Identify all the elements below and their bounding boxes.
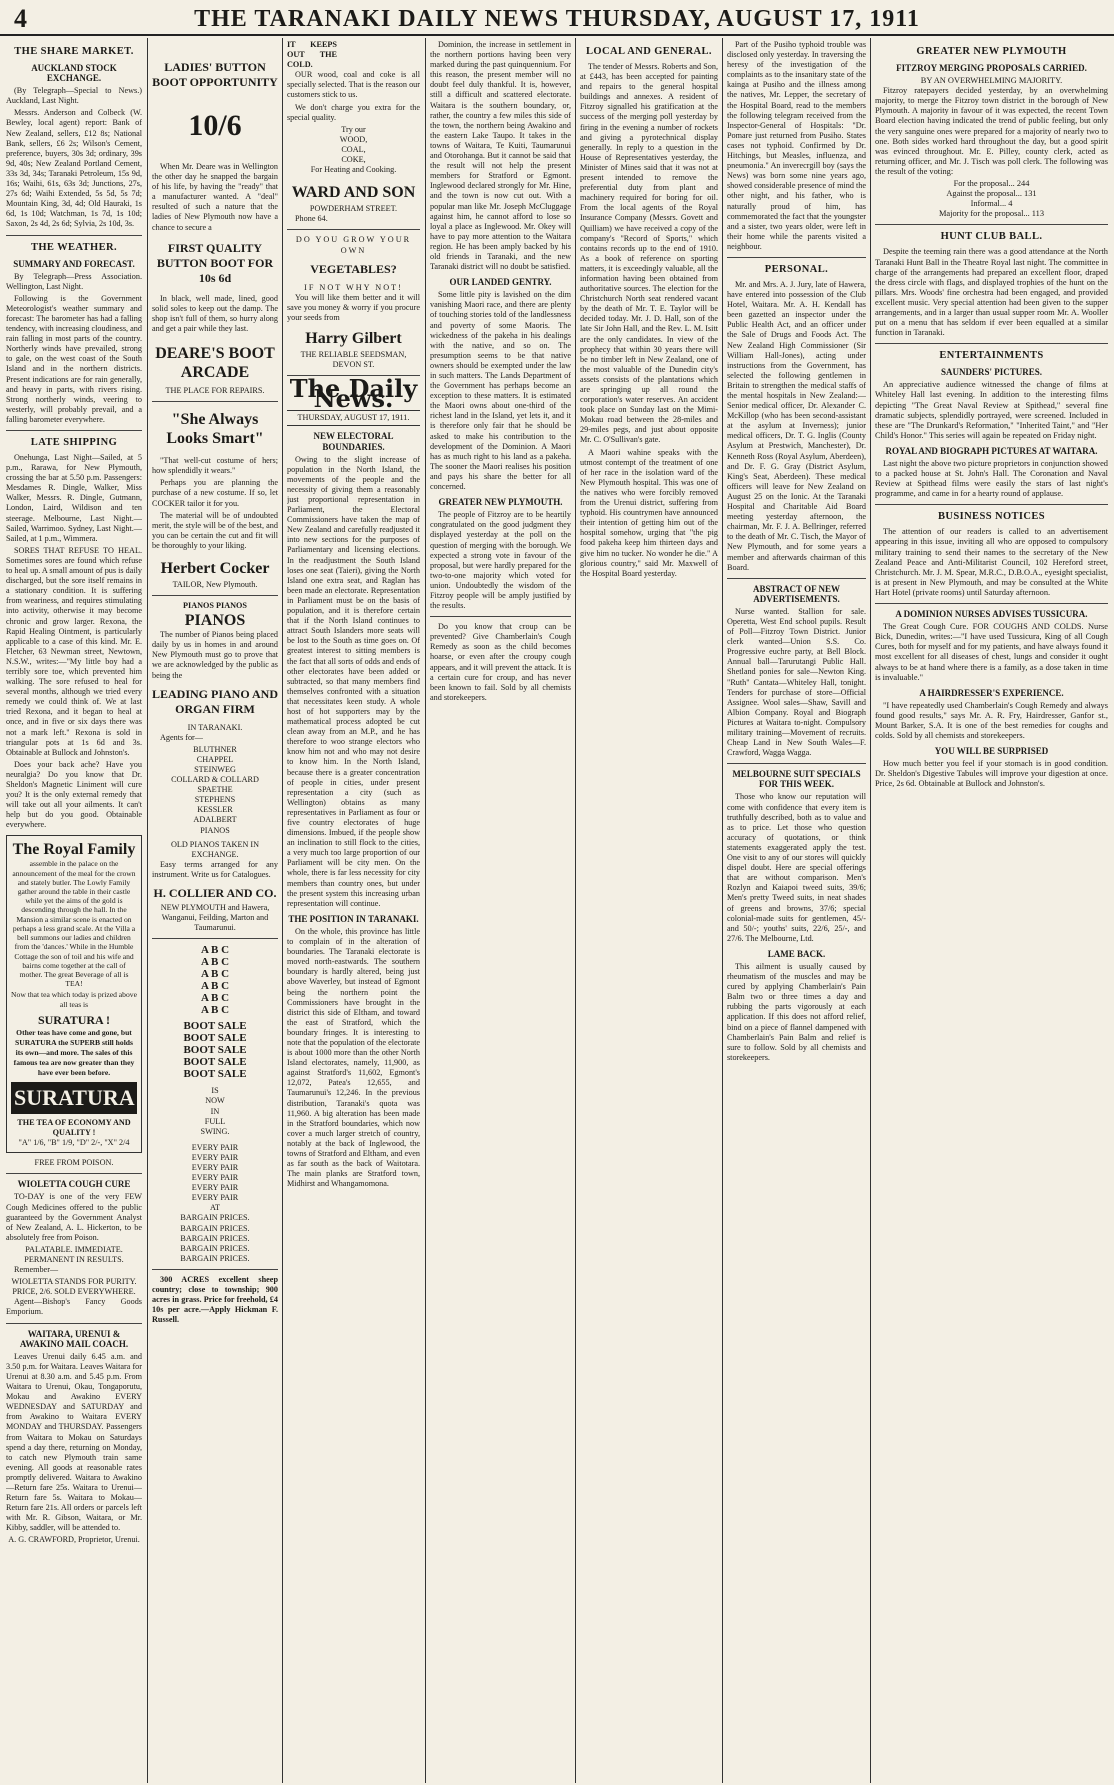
- boot-sale-line: BOOT SALE: [183, 1020, 247, 1033]
- sale-word: NOW: [205, 1096, 225, 1106]
- ward-address: POWDERHAM STREET.: [309, 204, 398, 214]
- gnp-text: Fitzroy ratepayers decided yesterday, by an overwhelming majority, to merge the Fitzroy town district in the borough of New Plymouth. A majority in favour of it was expected, the recent Town Board election having indicated the trend of public feeling, but only the very sanguine ones were prepared for a majority of nearly two to one. Both sides worked hard throughout the day, but a good spirit was evinced throughout. Mr. E. Pilley, county clerk, acted as returning officer, and Mr. J. Tisch was poll clerk. The following was the result of the voting:: [875, 86, 1108, 176]
- page-number: 4: [14, 4, 27, 33]
- business-notices-text: The attention of our readers is called to an advertisement appearing in this issue, inviting all who are opposed to compulsory military training to send their names to the secretary of the New Zealand Peace and Anti-Militarist Council, 102 Hereford street, Christchurch. Mr. J. M. Spear, M.R.C., D.B.O.A., eyesight specialist, is at present in New Plymouth, and may be consulted at the White Hart Hotel (private rooms) until Saturday afternoon.: [875, 527, 1108, 597]
- personal-text: Mr. and Mrs. A. J. Jury, late of Hawera, have entered into possession of the Club Hotel, Waitara. Mr. A. H. Kendall has been gazetted an inspector under the Public Health Act, and an officer under the Sale of Drugs and Foods Act. The New Zealand High Commissioner (Sir William Hall-Jones), acting under instructions from the Government, has selected the following gentlemen in Britain to strengthen the medical staffs of the mental hospitals in New Zealand:—Senior medical officer, Dr. Alexander C. McKillop (who has been second-assistant at the asylum at Inverness); junior medical officers, Dr. T. G. Inglis (County Asylum at Prestwich, Manchester), Dr. Kenneth Ross (Royal Asylum, Aberdeen), and Dr. F. G. Gray (District Asylum, King's Seat, Aberdeen). These medical officers will leave for New Zealand on August 25 on the Ionic. At the Taranaki Hospital and Charitable Aid Board meeting yesterday afternoon, the chairman, Mr. F. J. A. Bellringer, referred to the death of Mr. C. Tisch, the Mayor of New Plymouth, and for some years a member and afterwards chairman of this Board.: [727, 279, 866, 572]
- sale-word: IN: [210, 1106, 220, 1116]
- column-7: [875, 40, 1108, 1778]
- royal-family-tail: Now that tea which today is prized above all teas is: [11, 990, 137, 1010]
- column-rule: [870, 38, 871, 1783]
- rexona-article: SORES THAT REFUSE TO HEAL. Sometimes sores are found which refuse to heal up. A small amount of pus is daily discharged, but the sore itself remains in a stationary condition. It is suffering from weariness, and requires stimulating into activity, otherwise it may become chronic and grow larger. Rexona, the Rapid Healing Ointment, is particularly applicable to a case of this kind. Mr. E. Fletcher, 63 Newman street, Newtown, N.S.W., writes:—"My little boy had a terribly sore toe, which prevented him walking. The sore refused to heal for several months, although we tried every remedy we could think of. We at last tried Rexona, and it began to heal at once, and in five or six days there was not a mark left." Rexona is sold in triangular pots at 1s 6d and 3s. Obtainable at Bullock and Johnston's.: [6, 545, 142, 757]
- gnp-heading: GREATER NEW PLYMOUTH: [916, 46, 1067, 57]
- always-smart-text-2: The material will be of undoubted merit, the style will be of the best, and you can be certain the cut and fit will be thoroughly to your liking.: [152, 510, 278, 550]
- column-5: [580, 40, 718, 1778]
- suratura-tagline: THE TEA OF ECONOMY AND QUALITY !: [17, 1117, 131, 1138]
- abc-line: A B C: [200, 1004, 230, 1017]
- sale-word: IS: [211, 1086, 219, 1096]
- hairdresser-heading: A HAIRDRESSER'S EXPERIENCE.: [919, 687, 1064, 698]
- bargain-line: BARGAIN PRICES.: [180, 1233, 250, 1243]
- greater-new-plymouth-text: The people of Fitzroy are to be heartily congratulated on the good judgment they displayed yesterday at the poll on the question of merging with the borough. We expected a strong vote in favour of the proposal, but were hardly prepared for the two-to-one majority which voted for union. Undoubtedly the wisdom of the Fitzroy people will be amply justified by the results.: [430, 510, 571, 611]
- suratura-grades: "A" 1/6, "B" 1/9, "D" 2/-, "X" 2/4: [18, 1138, 130, 1148]
- abc-line: A B C: [200, 968, 230, 981]
- leading-firm: LEADING PIANO AND ORGAN FIRM: [152, 686, 278, 716]
- keeps-out-cold: IT KEEPS OUT THE COLD.: [287, 40, 337, 70]
- saunders-text: An appreciative audience witnessed the change of films at Whiteley Hall last evening. In addition to the interesting films depicting "The Great Naval Review at Spithead," several fine dramatic subjects, splendidly portrayed, were screened. Included in these are "The Drunkard's Reformation," "Inherited Taint," and "Her Child's Honor." This series will again be repeated on Friday night.: [875, 380, 1108, 440]
- hairdresser-text: "I have repeatedly used Chamberlain's Cough Remedy and always found good results," says Mr. A. R. Fry, Hairdresser, Ganfor st., Mount Barker, S.A. It is one of the best remedies for coughs and colds. Sold by all chemists and storekeepers.: [875, 700, 1108, 741]
- sale-word: SWING.: [200, 1126, 230, 1136]
- coal-text-2: We don't charge you extra for the special quality.: [287, 102, 420, 122]
- poll-line: For the proposal... 244: [953, 179, 1030, 189]
- piano-maker: ADALBERT: [193, 815, 237, 825]
- divider: [6, 1323, 142, 1324]
- fuel-item: WOOD,: [339, 134, 368, 144]
- poll-line: Against the proposal... 131: [946, 189, 1037, 199]
- every-pair-line: EVERY PAIR: [191, 1162, 239, 1172]
- deare-boot-arcade: DEARE'S BOOT ARCADE: [155, 345, 275, 382]
- abc-line: A B C: [200, 980, 230, 993]
- entertainments-heading: ENTERTAINMENTS: [939, 350, 1044, 362]
- abc-line: A B C: [200, 992, 230, 1005]
- harry-gilbert: Harry Gilbert: [305, 329, 402, 347]
- landed-gentry-heading: OUR LANDED GENTRY.: [449, 277, 552, 288]
- poll-line: Majority for the proposal... 113: [938, 209, 1045, 219]
- poison-notice: FREE FROM POISON.: [34, 1158, 114, 1168]
- deare-repairs: THE PLACE FOR REPAIRS.: [165, 386, 265, 396]
- divider: [6, 235, 142, 236]
- phone-number: Phone 64.: [295, 214, 328, 224]
- divider: [6, 430, 142, 431]
- share-byline: (By Telegraph—Special to News.) Auckland, Last Night.: [6, 86, 142, 106]
- divider: [727, 257, 866, 258]
- shipping-heading: LATE SHIPPING: [30, 437, 118, 448]
- divider: [152, 401, 278, 402]
- coal-text: OUR wood, coal and coke is all specially selected. That is the reason our customers stick to us.: [287, 70, 420, 100]
- always-smart-text: Perhaps you are planning the purchase of a new costume. If so, let COCKER tailor it for you.: [152, 478, 278, 508]
- divider: [875, 224, 1108, 225]
- column-rule: [425, 38, 426, 1783]
- divider: [287, 229, 420, 230]
- wioletta-text: TO-DAY is one of the very FEW Cough Medicines offered to the public guaranteed by the Government Analyst of New Zealand, A. L. Hickerton, to be absolutely free from Poison.: [6, 1192, 142, 1242]
- poll-line: Informal... 4: [970, 199, 1013, 209]
- fuel-item: COAL,: [341, 144, 366, 154]
- divider: [430, 616, 571, 617]
- always-smart-quote: "That well-cut costume of hers; how splendidly it wears.": [152, 456, 278, 476]
- ladies-boot-text: When Mr. Deare was in Wellington the other day he snapped the bargain of his life, by having the "ready" that a manufacturer wanted. A "deal" resulted of such a nature that the ladies of New Plymouth now have a chance to secure a: [152, 162, 278, 232]
- stock-exchange-subheading: AUCKLAND STOCK EXCHANGE.: [31, 63, 117, 84]
- lame-back-heading: LAME BACK.: [767, 948, 826, 959]
- fuel-list: [287, 135, 420, 165]
- nurses-heading: A DOMINION NURSES ADVISES TUSSICURA.: [895, 609, 1088, 620]
- landed-gentry-text: Some little pity is lavished on the dim vanishing Maori race, and there are plenty of touching stories told of the landlessness and poverty of some Maoris. The wickedness of the pakeha in his dealings with the native, and so on. The presumption seems to be that native owners should be exempted under the law in such matters. The Lands Department of the Government has perhaps become an exception to these matters. It is estimated the Maori owns about one-third of the richest land in the Island, yet lets it, and it is therefore only fair that he should be asked to make his contribution to the development of the Dominion. A Maori has as much right to his land as a pakeha. The sooner the Maori realises his position and pays his share the better for all concerned.: [430, 290, 571, 492]
- piano-maker: COLLARD & COLLARD: [171, 775, 259, 785]
- weather-report: Following is the Government Meteorologist's weather summary and forecast: The barometer has had a falling tendency, with increasing cloudiness, and rain falling in most parts of the country. Northerly winds have prevailed, strong to gale, on the west coast of the South Island and in the northern districts. Present indications are for rain generally, and heavy in parts, with rivers rising. Strong northerly winds, veering to westerly, will probably prevail, and a falling barometer everywhere.: [6, 293, 142, 424]
- fuel-item: COKE,: [341, 155, 366, 165]
- abstract-text: Nurse wanted. Stallion for sale. Operetta, West End school pupils. Result of Poll—Fitzroy Town District. Junior clerk wanted—Union S.S. Co. Progressive euchre party, at Bell Block. Annual ball—Tarurutangi Public Hall. Shetland ponies for sale—Newton King. "Ruth" Cantata—Whiteley Hall, tonight. Tenders for purchase of store—Official Assignee. Wool sales—Shaw, Savill and Albion Company. Royal and Biograph Pictures at Waitara to-night. Compulsory military training—Movement of recruits. Cheap Land in New South Wales—F. Crawford, Wagga Wagga.: [727, 606, 866, 758]
- column-rule: [722, 38, 723, 1783]
- boot-sale-line: BOOT SALE: [183, 1044, 247, 1057]
- melbourne-text: Those who know our reputation will come with confidence that every item is truthfully described, both as to value and as to price. Let those who question accuracy of quotations, or think statements exaggerated apply the test. One visit to any of our stores will quickly dispel doubt. Here are special offerings that are without comparison. Men's Rozlyn and Kaiapoi tweed suits, 39/6; Men's pretty Tweed suits, in neat shades of greens and browns, 37/6; special colonial-made suits for gentlemen, 45/- and 50/-; youths' suits, 22/6, 25/-, and 27/6. The Melbourne, Ltd.: [727, 792, 866, 943]
- nurses-text: The Great Cough Cure. FOR COUGHS AND COLDS. Nurse Bick, Dunedin, writes:—"I have used Tussicura, King of all Cough Cures, both for myself and for my patients, and have always found it most excellent for all diseases of chest, lungs and consider it ought always to be at hand where there is a family, as a dose taken in time is invaluable.": [875, 622, 1108, 682]
- bargain-line: BARGAIN PRICES.: [180, 1253, 250, 1263]
- surprised-text: How much better you feel if your stomach is in good condition. Dr. Sheldon's Digestive Tabules will improve your digestion at once. Price, 2s 6d. Obtainable at Bullock and Johnston's.: [875, 759, 1108, 789]
- do-you-grow: DO YOU GROW YOUR OWN: [295, 235, 412, 255]
- saunders-heading: SAUNDERS' PICTURES.: [940, 367, 1043, 378]
- suratura-advertisement: [6, 835, 142, 1153]
- column-rule: [147, 38, 148, 1783]
- every-pair-block: [152, 1143, 278, 1204]
- agents-for: Agents for—: [160, 732, 203, 742]
- bargain-line: BARGAIN PRICES.: [180, 1223, 250, 1233]
- vegetables-heading: VEGETABLES?: [310, 261, 397, 276]
- piano-maker: STEINWEG: [194, 765, 236, 774]
- column-6: [727, 40, 866, 1778]
- divider: [152, 938, 278, 939]
- editorial-text: Owing to the slight increase of population in the North Island, the movements of the people and the necessity of giving them a reasonably just proportional representation in Parliament, the Electoral Commissioners have taken the map of New Zealand and carefully readjusted it into new sections for the purposes of Parliamentary and licensing elections. In the readjustment the South Island loses one seat (Taieri), giving the North Island one extra seat, and Raglan has been made an electorate. Representation in Parliament must be on the basis of population, and it is therefore certain that if the North Island continues to attract South Islanders more seats will be lost to the South as time goes on. Of greatest interest to sitting members is the fact that all sorts of odds and ends of other electorates have been added or subtracted, so that many members find themselves confronted with a situation that necessitates keen study. A whole host of hot supporters may by the mathematical process adopted be cut clean away from an M.P., and he has therefore to woo strange electors who know him not and who may not desire to know him. In the North Island, because there is a greater concentration of people in cities, under present representation a city (such as Wellington) obtains as many representatives in Parliament as four or five country electorates of huge dimensions. Imbued, if the people show an inclination to still flock to the cities, a very much too large proportion of our Parliament will be city men. On the whole, there is far less necessity for city members than country ones, but under the present system this increasing urban representation will continue.: [287, 454, 420, 908]
- masthead: [0, 0, 1114, 36]
- majority-line: BY AN OVERWHELMING MAJORITY.: [920, 76, 1063, 86]
- bargain-line: BARGAIN PRICES.: [180, 1213, 250, 1223]
- local-general-heading: LOCAL AND GENERAL.: [586, 46, 712, 57]
- wioletta-agent: Agent—Bishop's Fancy Goods Emporium.: [6, 1297, 142, 1317]
- divider: [875, 504, 1108, 505]
- editorial-continued: Dominion, the increase in settlement in the northern portions having been very marked during the past quinquennium. For this reason, the present member will no doubt feel duly thankful. It is, however, still a difficult and scattered electorate. Waitara is the southern boundary, or, rather, the country a few miles this side of the town, the northern being Awakino and the eastern Lake Taupo. It takes in the towns of Waitara, Te Kuiti, Taumarunui and Otorohanga. But it cannot be said that the result will not help the present members for Stratford or Egmont. Inglewood declared strongly for Mr. Hine, and the town is now cut out. With a popular man like Mr. Joseph McCluggage against him, he cannot afford to lose so loyal a place as Inglewood. Mr. Okey will have to pay more attention to the Waitara region. He has been amply backed by his old friends in Taranaki, and the new Taranaki district will no doubt be satisfied.: [430, 40, 571, 272]
- position-text: On the whole, this province has little to complain of in the alteration of boundaries. The Taranaki electorate is moved north-eastwards. The southern boundary is hardly altered, being just above Waverley, but instead of Egmont being the northern point the Commissioners have brought in the district this side of Eltham, and toward the east of Stratford, which the boundary fringes. It is interesting to note that the population of the electorate is about 1000 more than the other North Island electorates, namely, 11,900, as against Stratford's 11,602, Egmont's 12,072, Patea's 12,655, and Taumarunui's 12,246. In the previous distribution, Taranaki's quota was 11,960. A big alteration has been made in the Stratford boundaries, which now cover a much larger stretch of country, notably at the back of Inglewood, the towns of Stratford and Eltham, and even as far south as the back of Waitotara. The main planks are Stratford town, Midhirst and Whangamomona.: [287, 926, 420, 1189]
- piano-maker: STEPHENS: [194, 795, 236, 805]
- piano-maker: SPAETHE: [197, 785, 233, 795]
- weather-byline: By Telegraph—Press Association. Wellington, Last Night.: [6, 271, 142, 291]
- divider: [875, 603, 1108, 604]
- pianos-top: PIANOS PIANOS: [183, 601, 247, 611]
- every-pair-line: EVERY PAIR: [191, 1152, 239, 1162]
- herbert-cocker: Herbert Cocker: [160, 559, 270, 577]
- croup-notice: Do you know that croup can be prevented? Give Chamberlain's Cough Remedy as soon as the child becomes hoarse, or even after the croupy cough appears, and it will prevent the attack. It is a certain cure for croup, and has never been known to fail. Sold by all chemists and storekeepers.: [430, 622, 571, 702]
- abc-block: [152, 944, 278, 1016]
- piano-maker: BLUTHNER: [193, 744, 237, 754]
- abstract-heading: ABSTRACT OF NEW ADVERTISEMENTS.: [752, 583, 841, 604]
- coach-proprietor: A. G. CRAWFORD, Proprietor, Urenui.: [8, 1535, 140, 1545]
- column-3: [287, 40, 420, 1778]
- at-word: AT: [209, 1203, 220, 1213]
- weather-subheading: SUMMARY AND FORECAST.: [13, 258, 135, 269]
- boot-sale-line: BOOT SALE: [183, 1032, 247, 1045]
- first-quality-heading: FIRST QUALITY BUTTON BOOT FOR 10s 6d: [156, 240, 274, 285]
- wioletta-purity: WIOLETTA STANDS FOR PURITY.: [11, 1277, 137, 1287]
- local-general-text: The tender of Messrs. Roberts and Son, at £443, has been accepted for painting and repairs to the general hospital buildings and annexes. A resident of Fitzroy signalled his gratification at the success of the merging poll yesterday by firing in the evening a number of rockets and giving a pyrotechnical display generally. In reply to a question in the House of Representatives yesterday, the Minister of Mines said that it was not at present intended to remove the preferential duty from plant and machinery required for boring for oil. From the local agents of the Royal Insurance Company (Messrs. Govett and Quilliam) we have received a copy of the company's "Record of Sports," which contains records up to the end of 1910. As a book of reference on sporting matters, it is exceedingly valuable, all the information having been obtained from authoritative sources. The election for the Christchurch North seat rendered vacant by the death of Mr. T. E. Taylor will be decided today. Mr. J. D. Hall, son of the late Sir John Hall, and the Rev. L. M. Isitt are the only candidates. In view of the prophecy that within 30 years there will be no timber left in New Zealand, one of the most valuable of the Dunedin city's assets consists of the plantations which are springing up all round the corporation's water reserves. An accident took place on Sunday last on the Mimi-Mokau road between the 28-miles and 29-miles pegs, and just about opposite Mr. C. O'Sullivan's gate.: [580, 62, 718, 445]
- cocker-subtitle: TAILOR, New Plymouth.: [172, 579, 258, 589]
- easy-terms: Easy terms arranged for any instrument. Write us for Catalogues.: [152, 859, 278, 879]
- coach-timetable: Leaves Urenui daily 6.45 a.m. and 3.50 p.m. for Waitara. Leaves Waitara for Urenui at 8.30 a.m. and 5.45 p.m. From Waitara to Urenui, Okau, Tongaporutu, Mokau and Awakino EVERY WEDNESDAY and SATURDAY and from Awakino to Waitara EVERY MONDAY and THURSDAY. Passengers from Waitara to Mokau on Saturdays spend a day there, returning on Monday, to catch new Plymouth train same evening. All goods at reasonable rates promptly delivered. Waitara to Awakino—Return fare 25s. Waitara to Urenui—Return fare 5s. Waitara to Mokau—Return fare 21s. All orders or parcels left with Mr. R. Gibson, Waitara, or Mr. Kibby, saddler, will be attended to.: [6, 1351, 142, 1533]
- suratura-title: SURATURA !: [37, 1012, 111, 1027]
- editorial-heading: NEW ELECTORAL BOUNDARIES.: [313, 431, 394, 452]
- collier-subtitle: NEW PLYMOUTH and Hawera, Wanganui, Feilding, Marton and Taumarunui.: [160, 903, 270, 933]
- piano-maker: CHAPPEL: [196, 754, 234, 764]
- heating-cooking: For Heating and Cooking.: [310, 165, 397, 175]
- every-pair-line: EVERY PAIR: [191, 1193, 239, 1203]
- business-notices-heading: BUSINESS NOTICES: [937, 511, 1046, 523]
- wioletta-palatable: PALATABLE. IMMEDIATE. PERMANENT IN RESULTS.: [24, 1244, 124, 1264]
- wioletta-remember: Remember—: [14, 1265, 59, 1275]
- ward-and-son: WARD AND SON: [291, 184, 416, 202]
- pianos-word: PIANOS: [200, 825, 230, 835]
- hunt-club-heading: HUNT CLUB BALL.: [940, 231, 1043, 243]
- try-our: Try our: [341, 124, 366, 134]
- column-rule: [575, 38, 576, 1783]
- hunt-club-text: Despite the teeming rain there was a good attendance at the North Taranaki Hunt Ball in the Theatre Royal last night. The committee in charge of the arrangements had prepared an excellent floor, draped the dress circle with flags, and displayed trophies of the hunt on the pillars. Mrs. Woods' fine orchestra had been engaged, and provided excellent music. Very special attention had been given to the supper arrangements, and in a larger than usual supper room Mr. A. Wooller put on a menu that has seldom if ever been equalled at a similar function in Taranaki.: [875, 247, 1108, 338]
- divider: [727, 578, 866, 579]
- pianos-heading: PIANOS: [184, 612, 246, 630]
- local-general-text-2: A Maori wahine speaks with the utmost contempt of the treatment of one of her race in the isolation ward of the New Plymouth hospital. This was one of the natives who were forcibly removed from the Urenui district, suffering from typhoid. His countrymen have announced their intention of getting him out of the hospital somehow, urging that "the pig food pakeha keep him thirteen days and give him no tucker. No wonder he die." A glorious country," said Mr. Maxwell of the Hospital Board yesterday.: [580, 447, 718, 578]
- royal-biograph-text: Last night the above two picture proprietors in conjunction showed to a packed house at St. John's Hall. The Coronation and Naval Review at Spithead films were easily the stars of last night's programme, and came in for a hearty round of applause.: [875, 459, 1108, 499]
- divider: [727, 763, 866, 764]
- daily-news-nameplate: The Daily News.: [289, 374, 418, 414]
- editorial-date: THURSDAY, AUGUST 17, 1911.: [287, 410, 420, 426]
- sale-word: FULL: [204, 1116, 226, 1126]
- melbourne-heading: MELBOURNE SUIT SPECIALS FOR THIS WEEK.: [732, 769, 861, 790]
- column-4: [430, 40, 571, 1778]
- pianos-text: The number of Pianos being placed daily by us in homes in and around New Plymouth must go to prove that we are acknowledged by the public as being the: [152, 630, 278, 680]
- fitzroy-subheading: FITZROY MERGING PROPOSALS CARRIED.: [896, 63, 1087, 73]
- first-quality-text: In black, well made, lined, good solid soles to keep out the damp. The shop isn't full of them, so hurry along and get a pair while they last.: [152, 293, 278, 333]
- surprised-heading: YOU WILL BE SURPRISED: [934, 746, 1049, 757]
- old-pianos: OLD PIANOS TAKEN IN EXCHANGE.: [170, 839, 260, 859]
- column-1: [6, 40, 142, 1778]
- divider: [152, 595, 278, 596]
- shipping-report: Onehunga, Last Night—Sailed, at 5 p.m., Rarawa, for New Plymouth, crossing the bar at 5.50 p.m. Passengers: Mesdames R. Dingle, Walker, Miss Walker, Messrs. R. Dingle, Gutmann, London, Laird, Wildison and ten steerage. Melbourne, Last Night.—Sailed, Warrimoo. Sydney, Last Night.—Sailed, at 1 p.m., Wimmera.: [6, 453, 142, 543]
- weather-heading: THE WEATHER.: [30, 241, 118, 253]
- divider: [152, 1269, 278, 1270]
- boot-sale-line: BOOT SALE: [183, 1056, 247, 1069]
- wioletta-heading: WIOLETTA COUGH CURE: [17, 1179, 131, 1190]
- lame-back-text: This ailment is usually caused by rheumatism of the muscles and may be cured by applying Chamberlain's Pain Balm two or three times a day and rubbing the parts vigorously at each application. If this does not afford relief, bind on a piece of flannel dampened with Chamberlain's Pain Balm and relief is sure to follow. Sold by all chemists and storekeepers.: [727, 961, 866, 1062]
- position-heading: THE POSITION IN TARANAKI.: [288, 913, 419, 924]
- ladies-boot-heading: LADIES' BUTTON BOOT OPPORTUNITY: [152, 60, 278, 89]
- suratura-logo: SURATURA: [11, 1082, 137, 1114]
- piano-makers-list: [152, 745, 278, 826]
- is-now-block: [152, 1086, 278, 1136]
- in-taranaki: IN TARANAKI.: [187, 722, 243, 732]
- divider: [875, 343, 1108, 344]
- royal-family-text: assemble in the palace on the announcement of the meal for the crown and stately butler. The Lowly Family gather around the table in their castle while yet the aims of the gold is descending through the hall. In the Mansion a similar scene is enacted on perhaps a less grand scale. At the Villa a bell summons our ladies and children from the 'dances.' While in the Humble Cottage the son of toil and his wife and bairns come together at the call of mother. The great Beverage of all is TEA!: [12, 859, 136, 989]
- column-2: [152, 40, 278, 1778]
- every-pair-line: EVERY PAIR: [191, 1173, 239, 1183]
- boot-sale-line: BOOT SALE: [183, 1068, 247, 1081]
- royal-family-heading: The Royal Family: [12, 841, 136, 859]
- local-continued: Part of the Pusiho typhoid trouble was disclosed only yesterday. In traversing the heresy of the investigation of the complaints as to the insanitary state of the kainga at Pusiho and the illness among the natives, Mr. Lepper, the secretary of the Hospital Board, read to the members the following telegram received from the Inspector-General of Hospitals: "Dr. Pomare just returned from Pusiho. States cases not typhoid. Confirmed by Dr. Hitchings, but Measles, influenza, and pneumonia." An inverecrgill boy (says the News) was born some nine years ago, showed considerable presence of mind the other night, and his father, who is naturally proud of him, has commemorated the fact that the youngster and a sister, two years older, were left in their home while the parents visited a neighbour.: [727, 40, 866, 251]
- personal-heading: PERSONAL.: [764, 263, 829, 275]
- greater-new-plymouth-heading: GREATER NEW PLYMOUTH.: [438, 497, 563, 508]
- collier-and-co: H. COLLIER AND CO.: [153, 886, 277, 901]
- vegetables-text: You will like them better and it will save you money & worry if you procure your seeds from: [287, 292, 420, 322]
- ladies-boot-price: 10/6: [188, 109, 242, 142]
- abc-line: A B C: [200, 944, 230, 957]
- liniment-notice: Does your back ache? Have you neuralgia? Do you know that Dr. Sheldon's Magnetic Liniment will cure you? It is the only external remedy that will take out all your ailments. It can't help but do you good. Obtainable everywhere.: [6, 759, 142, 830]
- acres-notice: 300 ACRES excellent sheep country; close to township; 900 acres in grass. Price for freehold, £4 10s per acre.—Apply Hickman F. Russell.: [152, 1274, 278, 1325]
- piano-maker: KESSLER: [197, 805, 233, 815]
- wioletta-price: PRICE, 2/6. SOLD EVERYWHERE.: [12, 1287, 136, 1297]
- share-market-heading: THE SHARE MARKET.: [14, 46, 134, 57]
- newspaper-title: THE TARANAKI DAILY NEWS THURSDAY, AUGUST 17, 1911: [194, 6, 920, 32]
- every-pair-line: EVERY PAIR: [191, 1183, 239, 1193]
- royal-biograph-heading: ROYAL AND BIOGRAPH PICTURES AT WAITARA.: [885, 445, 1098, 456]
- suratura-text: Other teas have come and gone, but SURATURA the SUPERB still holds its own—and more. The sales of this famous tea are now greater than they have ever been before.: [13, 1027, 135, 1077]
- every-pair-line: EVERY PAIR: [191, 1142, 239, 1152]
- always-smart-heading: "She Always Looks Smart": [166, 411, 264, 448]
- column-rule: [282, 38, 283, 1783]
- poll-results: [875, 179, 1108, 219]
- coach-heading: WAITARA, URENUI & AWAKINO MAIL COACH.: [19, 1328, 129, 1349]
- abc-line: A B C: [200, 956, 230, 969]
- bargain-line: BARGAIN PRICES.: [180, 1243, 250, 1253]
- gilbert-subtitle: THE RELIABLE SEEDSMAN, DEVON ST.: [300, 349, 407, 370]
- share-report: Messrs. Anderson and Colbeck (W. Bewley, local agent) report: Bank of New Zealand, sellers, £12 8s; National Bank, sellers, £6 2s; Wilson's Cement, preference, buyers, 30s 3d; ordinary, 39s 9d, 40s; New Zealand Portland Cement, 33s 3d, 34s; Taranaki Petroleum, 15s 9d, 16s; Waihi, 61s, 63s 3d; Junctions, 27s, 27s 6d; Waihi Extended, 5s 5d, 5s 7d; Mountain King, 3d, 4d; Old Hauraki, 1s 6d, 1s 10d; Watchman, 1s 7d, 1s 10d; Saxon, 2s 4d, 2s 6d; Sylvia, 2s 10d, 3s.: [6, 108, 142, 229]
- bargain-block: [152, 1213, 278, 1263]
- divider: [6, 1173, 142, 1174]
- boot-sale-block: [152, 1020, 278, 1080]
- if-not-why-not: IF NOT WHY NOT!: [304, 282, 403, 292]
